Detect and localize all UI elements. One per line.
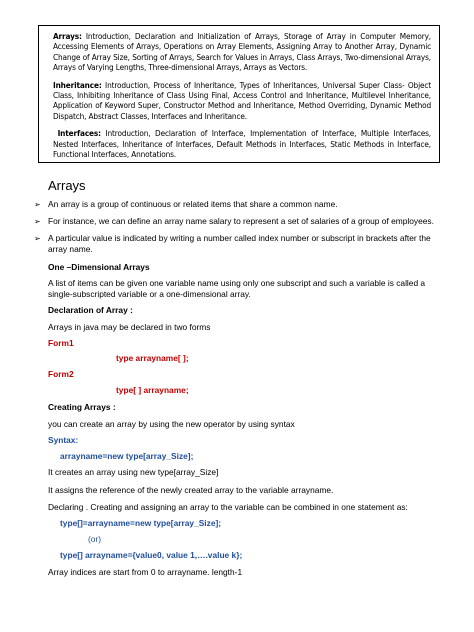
declaration-heading: Declaration of Array : [48, 305, 133, 315]
syllabus-inheritance-label: Inheritance: [53, 79, 102, 90]
declaring-line: Declaring . Creating and assigning an array to the variable can be combined in one statement as: [48, 502, 408, 512]
syllabus-interfaces-text: Introduction, Declaration of Interface, Implementation of Interface, Multiple Interfaces, Nested Interfaces, Inheritance of Interfaces, Default Methods in Interfaces, Static Methods in Interface, Functional Interfaces, Annotations. [53, 128, 431, 160]
bullet-text: For instance, we can define an array name salary to represent a set of salaries of a group of employees. [48, 216, 434, 226]
indices-line: Array indices are start from 0 to arrayname. length-1 [48, 567, 243, 577]
bullet-item [34, 199, 338, 210]
combined-code-2: type[] arrayname={value0, value 1,….value k}; [60, 550, 243, 560]
creates-line: It creates an array using new type[array_Size] [48, 467, 219, 477]
one-dim-heading: One –Dimensional Arrays [48, 262, 150, 272]
or-text: (or) [88, 534, 102, 544]
syllabus-interfaces-label: Interfaces: [57, 128, 101, 139]
creating-text: you can create an array by using the new operator by using syntax [48, 419, 295, 429]
form2-label: Form2 [48, 369, 74, 379]
syllabus-arrays [53, 31, 431, 73]
combined-code-1: type[]=arrayname=new type[array_Size]; [60, 518, 222, 528]
form1-label: Form1 [48, 338, 74, 348]
declaration-text: Arrays in java may be declared in two forms [48, 322, 211, 332]
section-title: Arrays [48, 178, 86, 193]
form1-code: type arrayname[ ]; [116, 353, 189, 363]
one-dim-text: A list of items can be given one variable name using only one subscript and such a variable is called a single-subscripted variable or a one-dimensional array. [48, 278, 426, 299]
syntax-code: arrayname=new type[array_Size]; [60, 451, 194, 461]
arrow-bullet-icon: ➢ [34, 217, 41, 226]
syntax-label: Syntax: [48, 435, 79, 445]
bullet-text: A particular value is indicated by writing a number called index number or subscript in brackets after the array name. [48, 233, 431, 254]
bullet-item [34, 233, 446, 255]
form2-code: type[ ] arrayname; [116, 385, 189, 395]
creating-heading: Creating Arrays : [48, 402, 116, 412]
arrow-bullet-icon: ➢ [34, 200, 41, 209]
syllabus-arrays-text: Introduction, Declaration and Initialization of Arrays, Storage of Array in Computer Memory, Accessing Elements of Arrays, Operations on Array Elements, Assigning Array to Another Array, Dynamic Change of Array Size, Sorting of Arrays, Search for Values in Arrays, Class Arrays, Two-dimensional Arrays, Arrays of Varying Lengths, Three-dimensional Arrays, Arrays as Vectors. [53, 31, 431, 73]
syllabus-inheritance [53, 80, 431, 122]
syllabus-inheritance-text: Introduction, Process of Inheritance, Types of Inheritances, Universal Super Class- Object Class, Inhibiting Inheritance of Class Using Final, Access Control and Inheritance, Multilevel Inheritance, Application of Keyword Super, Constructor Method and Inheritance, Method Overriding, Dynamic Method Dispatch, Abstract Classes, Interfaces and Inheritance. [53, 79, 431, 121]
bullet-item [34, 216, 434, 227]
bullet-text: An array is a group of continuous or related items that share a common name. [48, 199, 338, 209]
syllabus-interfaces [53, 128, 431, 159]
assigns-line: It assigns the reference of the newly created array to the variable arrayname. [48, 485, 334, 495]
syllabus-box [38, 25, 440, 163]
arrow-bullet-icon: ➢ [34, 234, 41, 243]
syllabus-arrays-label: Arrays: [53, 31, 82, 41]
